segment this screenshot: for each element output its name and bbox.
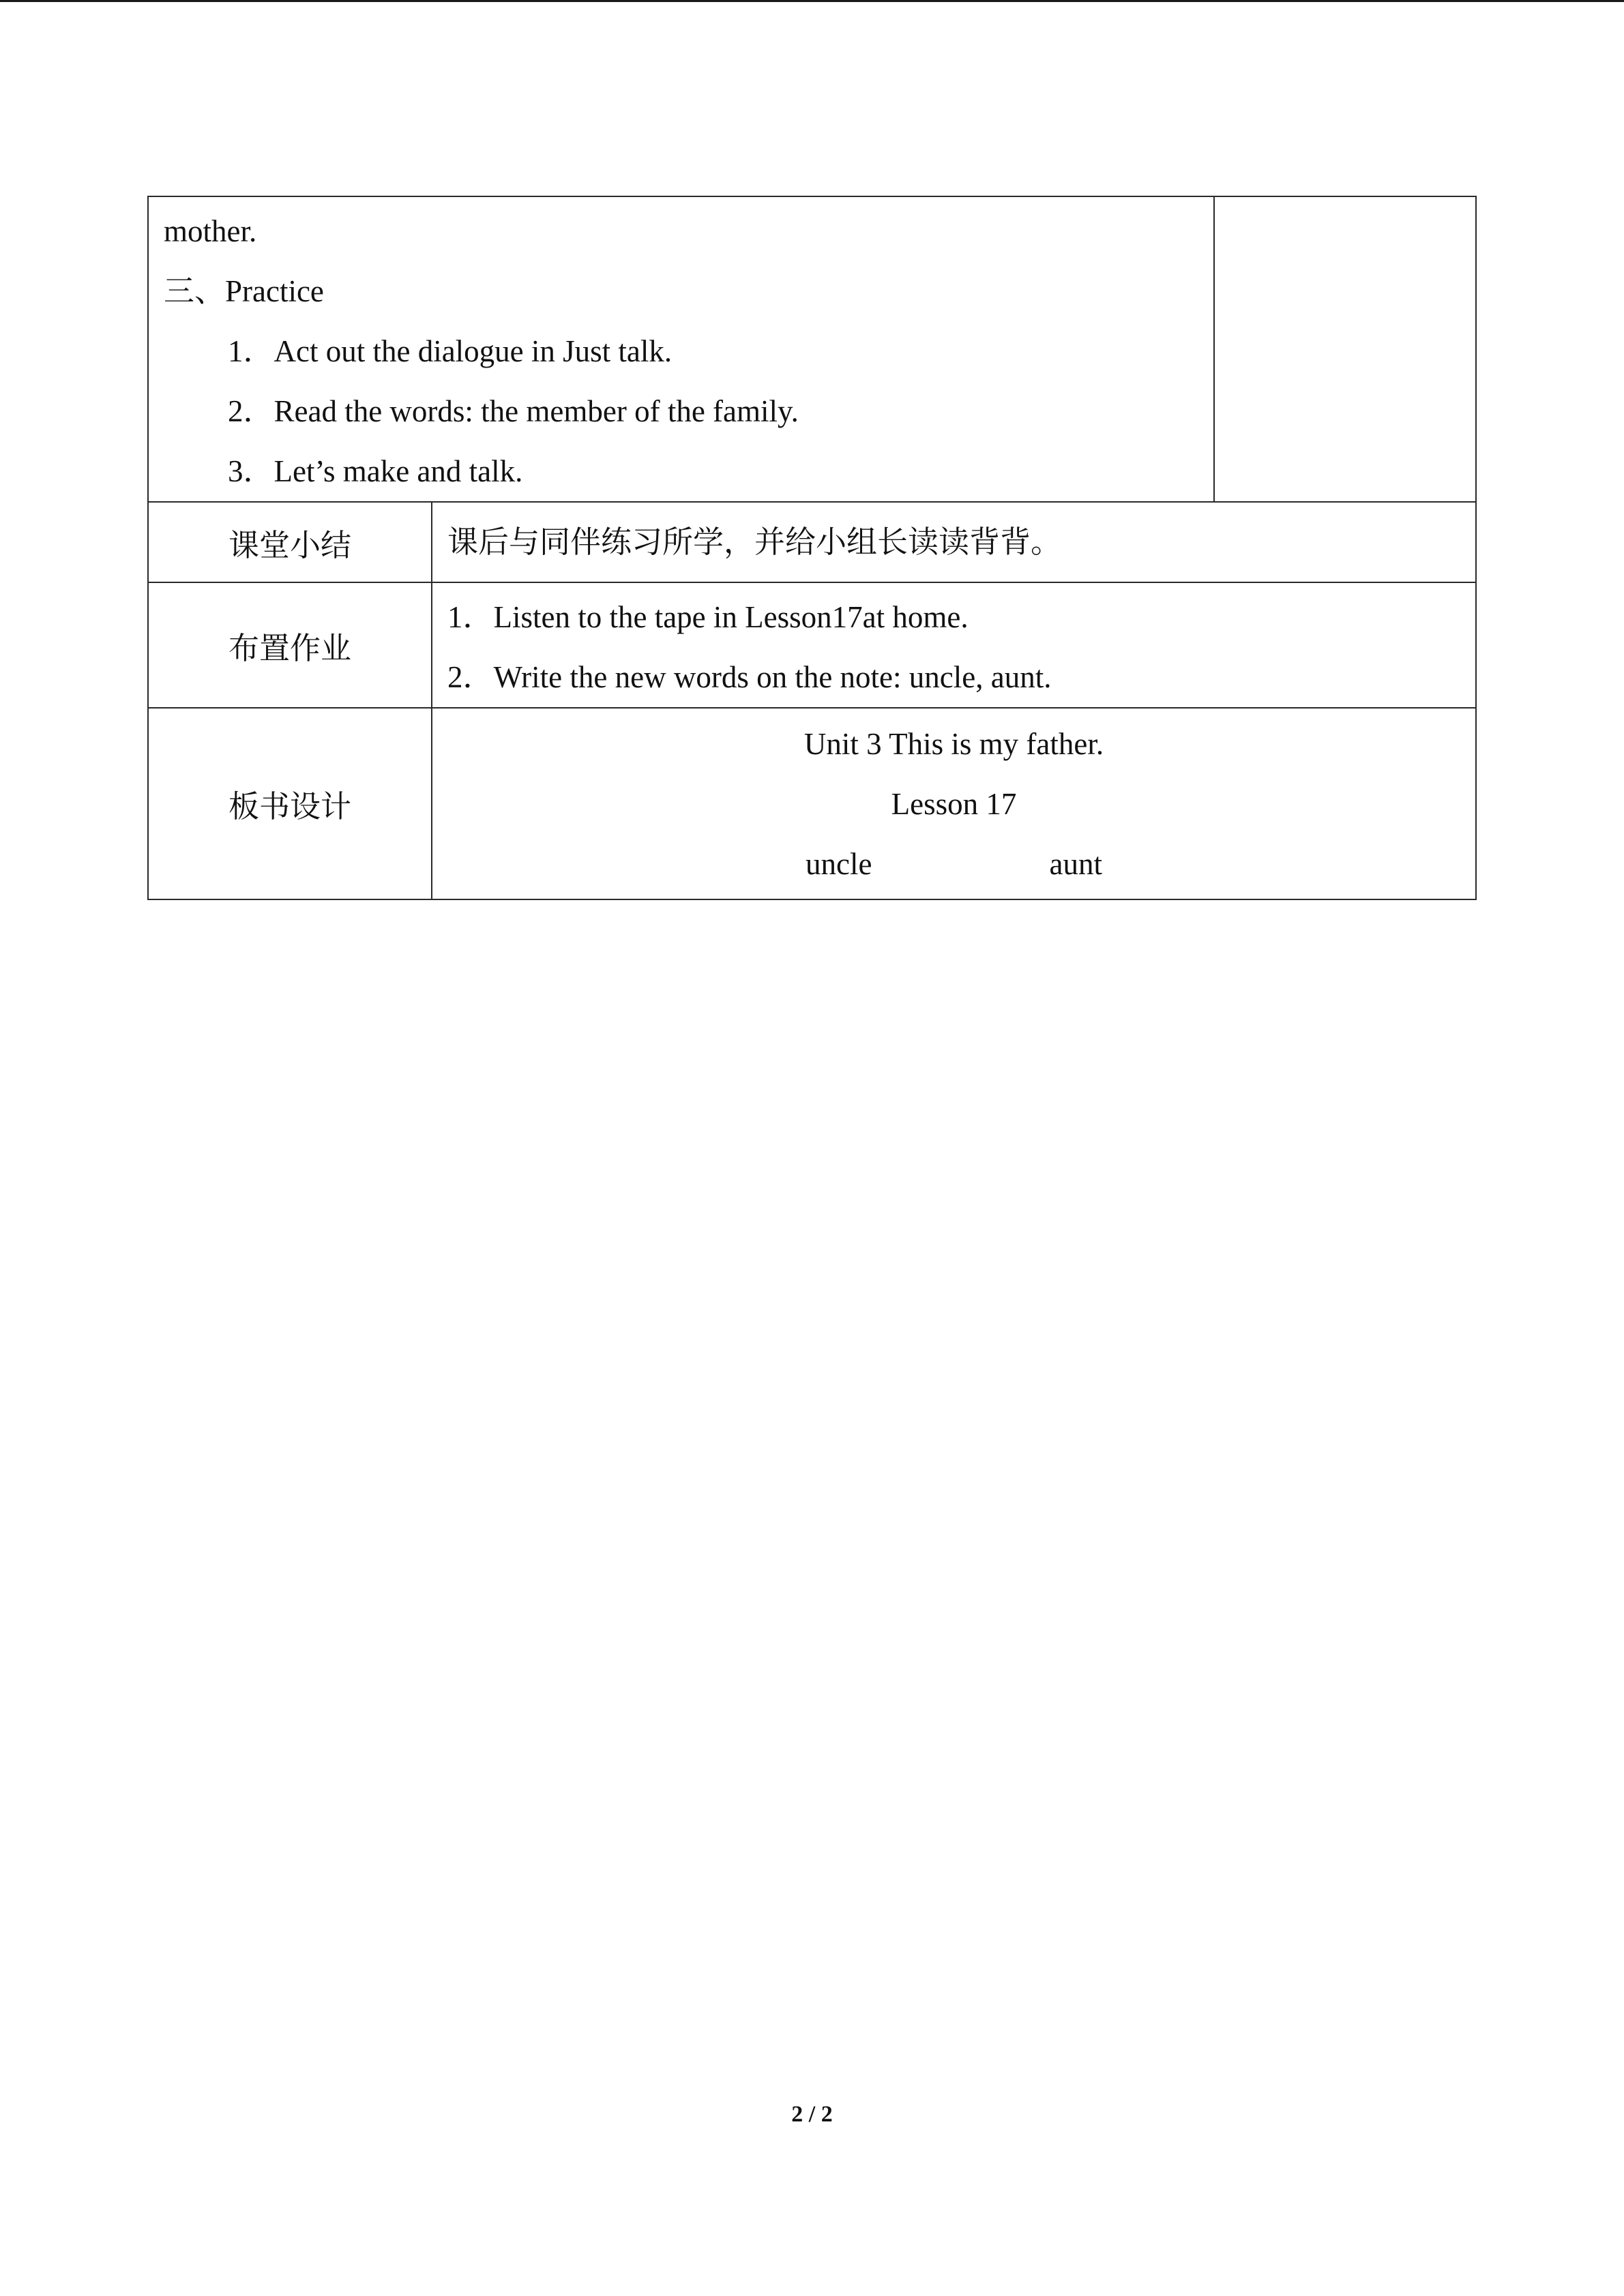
homework-cell <box>432 582 1476 708</box>
practice-item-2: 2．Read the words: the member of the family. <box>228 394 799 428</box>
homework-label: 布置作业 <box>148 582 432 708</box>
homework-item-1: 1．Listen to the tape in Lesson17at home. <box>447 600 969 634</box>
homework-item-2: 2．Write the new words on the note: uncle, aunt. <box>447 660 1052 694</box>
homework-row <box>148 582 1476 708</box>
summary-cell <box>432 502 1476 582</box>
top-border-rule <box>0 0 1624 2</box>
practice-item-1: 1．Act out the dialogue in Just talk. <box>228 334 673 368</box>
board-lesson-title: Lesson 17 <box>891 787 1017 821</box>
board-design-cell <box>432 708 1476 899</box>
summary-text: 课后与同伴练习所学，并给小组长读读背背。 <box>447 524 1062 560</box>
board-unit-title: Unit 3 This is my father. <box>803 727 1104 761</box>
board-design-row <box>148 708 1476 899</box>
practice-cell <box>148 196 1214 502</box>
board-design-label: 板书设计 <box>148 708 432 899</box>
practice-heading: 三、Practice <box>164 274 324 308</box>
board-word-uncle: uncle <box>806 847 872 881</box>
page-number: 2 / 2 <box>791 2102 833 2127</box>
notes-cell <box>1214 196 1476 502</box>
summary-row <box>148 502 1476 582</box>
practice-item-3: 3．Let’s make and talk. <box>228 454 523 488</box>
continuation-text: mother. <box>164 214 257 248</box>
board-word-list <box>432 834 1475 894</box>
practice-row <box>148 196 1476 502</box>
board-word-aunt: aunt <box>1049 847 1102 881</box>
summary-label: 课堂小结 <box>148 502 432 582</box>
lesson-plan-table <box>147 196 1477 900</box>
